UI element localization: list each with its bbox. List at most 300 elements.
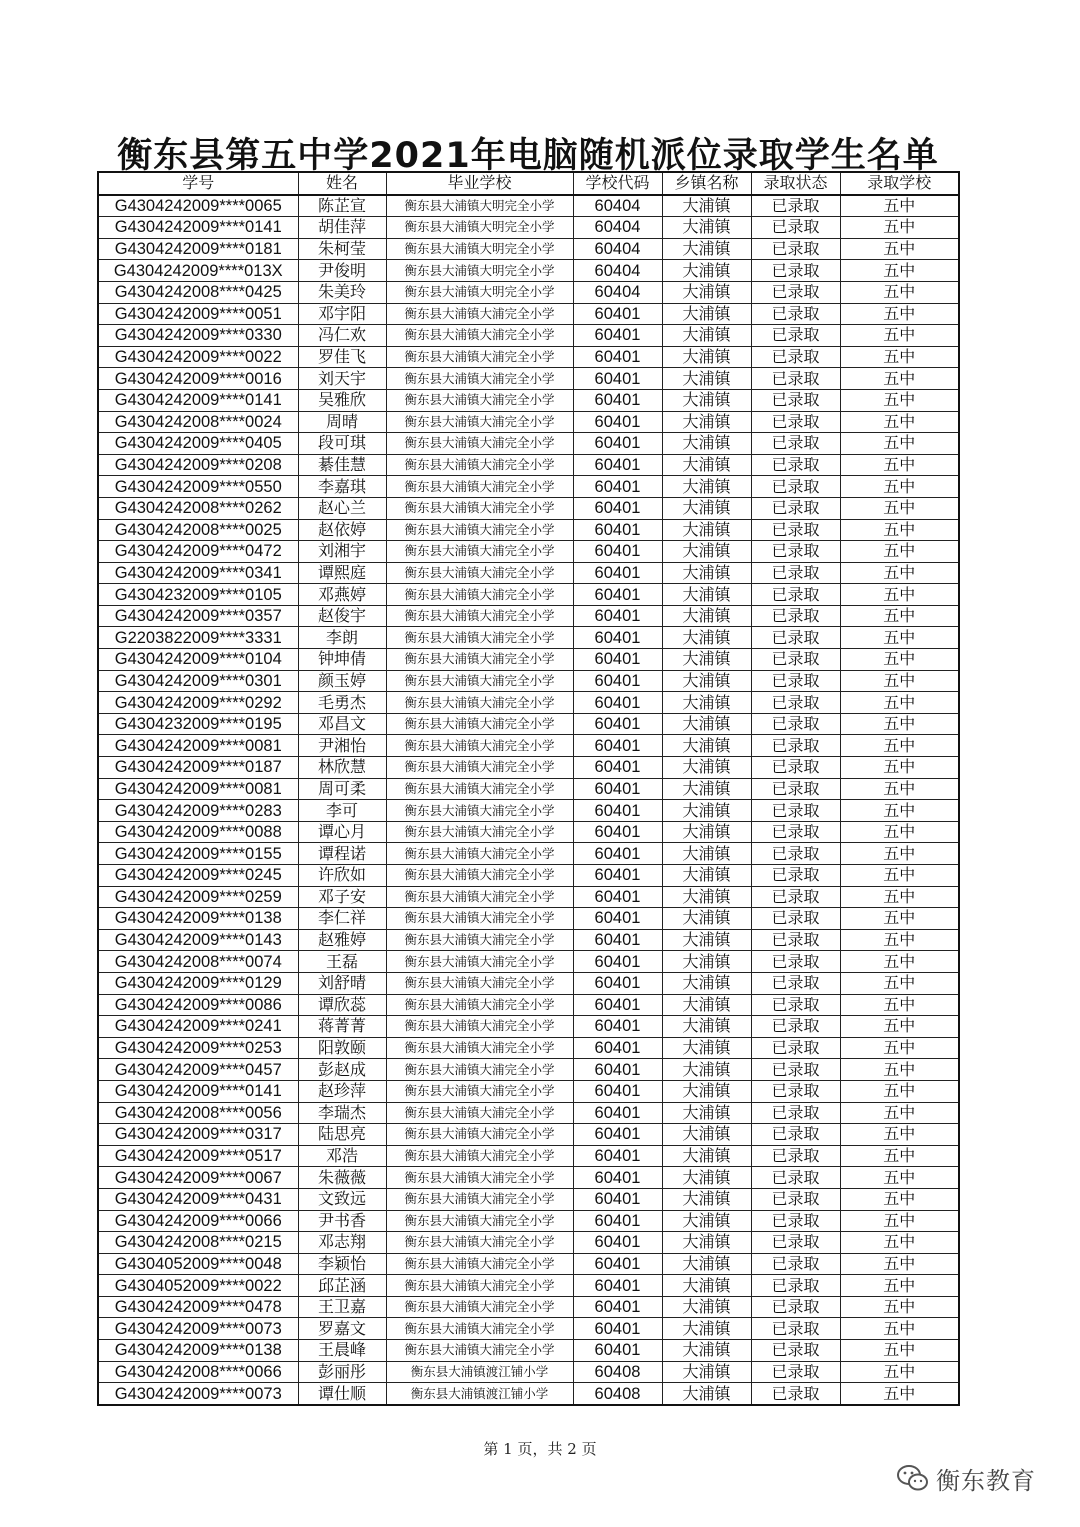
table-row (98, 281, 959, 303)
cell-town: 大浦镇 (662, 281, 751, 303)
cell-status: 已录取 (751, 1188, 840, 1210)
cell-admitted-school: 五中 (840, 562, 959, 584)
cell-student-id: G4304242009****0301 (98, 670, 298, 692)
table-row (98, 1210, 959, 1232)
cell-graduated-school: 衡东县大浦镇大浦完全小学 (386, 1232, 573, 1254)
page-footer: 第 1 页，共 2 页 (483, 1440, 597, 1458)
cell-graduated-school: 衡东县大浦镇大浦完全小学 (386, 1210, 573, 1232)
cell-town: 大浦镇 (662, 692, 751, 714)
table-row (98, 541, 959, 563)
cell-admitted-school: 五中 (840, 368, 959, 390)
cell-status: 已录取 (751, 238, 840, 260)
cell-graduated-school: 衡东县大浦镇大浦完全小学 (386, 476, 573, 498)
cell-student-id: G4304242009****0088 (98, 821, 298, 843)
cell-student-id: G4304242009****0051 (98, 303, 298, 325)
cell-name: 邓浩 (298, 1145, 386, 1167)
cell-school-code: 60401 (573, 1253, 662, 1275)
cell-student-id: G4304232009****0105 (98, 584, 298, 606)
cell-admitted-school: 五中 (840, 1016, 959, 1038)
table-row (98, 627, 959, 649)
cell-name: 谭心月 (298, 821, 386, 843)
cell-graduated-school: 衡东县大浦镇大明完全小学 (386, 195, 573, 217)
wechat-icon (896, 1463, 930, 1493)
cell-graduated-school: 衡东县大浦镇大浦完全小学 (386, 1016, 573, 1038)
cell-student-id: G4304242009****0357 (98, 605, 298, 627)
cell-name: 吴雅欣 (298, 389, 386, 411)
cell-school-code: 60404 (573, 217, 662, 239)
cell-graduated-school: 衡东县大浦镇大浦完全小学 (386, 562, 573, 584)
watermark-text: 衡东教育 (936, 1466, 1036, 1495)
table-row (98, 929, 959, 951)
cell-town: 大浦镇 (662, 562, 751, 584)
cell-name: 朱薇薇 (298, 1167, 386, 1189)
cell-student-id: G4304242009****0292 (98, 692, 298, 714)
cell-status: 已录取 (751, 454, 840, 476)
cell-admitted-school: 五中 (840, 994, 959, 1016)
cell-school-code: 60401 (573, 1102, 662, 1124)
cell-graduated-school: 衡东县大浦镇大浦完全小学 (386, 908, 573, 930)
cell-student-id: G4304242009****0208 (98, 454, 298, 476)
cell-graduated-school: 衡东县大浦镇大浦完全小学 (386, 692, 573, 714)
cell-status: 已录取 (751, 1102, 840, 1124)
cell-admitted-school: 五中 (840, 476, 959, 498)
cell-town: 大浦镇 (662, 1124, 751, 1146)
table-row (98, 800, 959, 822)
cell-student-id: G4304242008****0262 (98, 497, 298, 519)
cell-student-id: G4304242009****0283 (98, 800, 298, 822)
cell-school-code: 60401 (573, 1275, 662, 1297)
cell-status: 已录取 (751, 260, 840, 282)
cell-school-code: 60401 (573, 303, 662, 325)
cell-school-code: 60401 (573, 1080, 662, 1102)
cell-name: 邓燕婷 (298, 584, 386, 606)
cell-status: 已录取 (751, 281, 840, 303)
cell-graduated-school: 衡东县大浦镇大浦完全小学 (386, 1275, 573, 1297)
cell-status: 已录取 (751, 195, 840, 217)
cell-name: 刘湘宇 (298, 541, 386, 563)
cell-status: 已录取 (751, 972, 840, 994)
cell-admitted-school: 五中 (840, 454, 959, 476)
cell-graduated-school: 衡东县大浦镇大浦完全小学 (386, 497, 573, 519)
cell-graduated-school: 衡东县大浦镇大浦完全小学 (386, 1124, 573, 1146)
cell-town: 大浦镇 (662, 1361, 751, 1383)
cell-admitted-school: 五中 (840, 972, 959, 994)
cell-name: 李颖怡 (298, 1253, 386, 1275)
cell-graduated-school: 衡东县大浦镇渡江铺小学 (386, 1383, 573, 1405)
cell-school-code: 60404 (573, 260, 662, 282)
cell-town: 大浦镇 (662, 1059, 751, 1081)
cell-school-code: 60401 (573, 649, 662, 671)
table-row (98, 1080, 959, 1102)
cell-student-id: G4304242009****0341 (98, 562, 298, 584)
table-row (98, 1016, 959, 1038)
cell-status: 已录取 (751, 994, 840, 1016)
cell-graduated-school: 衡东县大浦镇渡江铺小学 (386, 1361, 573, 1383)
cell-status: 已录取 (751, 541, 840, 563)
cell-status: 已录取 (751, 217, 840, 239)
cell-student-id: G4304242008****0425 (98, 281, 298, 303)
cell-school-code: 60401 (573, 541, 662, 563)
cell-status: 已录取 (751, 1145, 840, 1167)
cell-student-id: G4304242009****0016 (98, 368, 298, 390)
cell-name: 刘舒晴 (298, 972, 386, 994)
cell-student-id: G4304242009****0143 (98, 929, 298, 951)
header-name: 姓名 (298, 172, 386, 195)
cell-graduated-school: 衡东县大浦镇大浦完全小学 (386, 303, 573, 325)
cell-name: 文致远 (298, 1188, 386, 1210)
cell-status: 已录取 (751, 735, 840, 757)
cell-student-id: G4304242009****0330 (98, 325, 298, 347)
cell-town: 大浦镇 (662, 800, 751, 822)
cell-graduated-school: 衡东县大浦镇大浦完全小学 (386, 929, 573, 951)
cell-town: 大浦镇 (662, 908, 751, 930)
cell-student-id: G4304242009****0073 (98, 1318, 298, 1340)
table-row (98, 843, 959, 865)
cell-status: 已录取 (751, 886, 840, 908)
cell-name: 阳敦颐 (298, 1037, 386, 1059)
cell-status: 已录取 (751, 433, 840, 455)
table-row (98, 411, 959, 433)
cell-status: 已录取 (751, 1361, 840, 1383)
cell-status: 已录取 (751, 1383, 840, 1405)
cell-school-code: 60401 (573, 346, 662, 368)
cell-admitted-school: 五中 (840, 1080, 959, 1102)
cell-student-id: G4304242009****0457 (98, 1059, 298, 1081)
cell-admitted-school: 五中 (840, 541, 959, 563)
header-graduated-school: 毕业学校 (386, 172, 573, 195)
watermark (896, 1460, 1036, 1496)
table-row (98, 389, 959, 411)
cell-admitted-school: 五中 (840, 195, 959, 217)
table-row (98, 886, 959, 908)
cell-school-code: 60401 (573, 1296, 662, 1318)
cell-school-code: 60401 (573, 670, 662, 692)
cell-admitted-school: 五中 (840, 692, 959, 714)
cell-student-id: G4304242009****0187 (98, 757, 298, 779)
table-row (98, 994, 959, 1016)
cell-name: 赵雅婷 (298, 929, 386, 951)
cell-status: 已录取 (751, 1059, 840, 1081)
cell-name: 彭丽彤 (298, 1361, 386, 1383)
cell-graduated-school: 衡东县大浦镇大浦完全小学 (386, 1188, 573, 1210)
cell-student-id: G4304242009****0155 (98, 843, 298, 865)
cell-graduated-school: 衡东县大浦镇大浦完全小学 (386, 346, 573, 368)
table-row (98, 346, 959, 368)
cell-town: 大浦镇 (662, 670, 751, 692)
cell-school-code: 60401 (573, 908, 662, 930)
cell-school-code: 60401 (573, 519, 662, 541)
cell-graduated-school: 衡东县大浦镇大浦完全小学 (386, 821, 573, 843)
cell-town: 大浦镇 (662, 1102, 751, 1124)
cell-status: 已录取 (751, 843, 840, 865)
cell-town: 大浦镇 (662, 325, 751, 347)
cell-status: 已录取 (751, 562, 840, 584)
cell-graduated-school: 衡东县大浦镇大浦完全小学 (386, 1102, 573, 1124)
cell-graduated-school: 衡东县大浦镇大浦完全小学 (386, 1318, 573, 1340)
cell-admitted-school: 五中 (840, 627, 959, 649)
table-row (98, 692, 959, 714)
cell-admitted-school: 五中 (840, 1145, 959, 1167)
cell-status: 已录取 (751, 692, 840, 714)
cell-name: 邱芷涵 (298, 1275, 386, 1297)
cell-graduated-school: 衡东县大浦镇大浦完全小学 (386, 670, 573, 692)
cell-graduated-school: 衡东县大浦镇大浦完全小学 (386, 865, 573, 887)
cell-student-id: G4304242009****0141 (98, 217, 298, 239)
cell-admitted-school: 五中 (840, 303, 959, 325)
table-row (98, 1340, 959, 1362)
cell-name: 李可 (298, 800, 386, 822)
cell-town: 大浦镇 (662, 389, 751, 411)
table-row (98, 778, 959, 800)
cell-student-id: G4304242008****0074 (98, 951, 298, 973)
cell-name: 綦佳慧 (298, 454, 386, 476)
cell-graduated-school: 衡东县大浦镇大浦完全小学 (386, 1080, 573, 1102)
cell-status: 已录取 (751, 821, 840, 843)
admission-table (97, 171, 960, 1406)
cell-name: 尹书香 (298, 1210, 386, 1232)
cell-town: 大浦镇 (662, 929, 751, 951)
cell-admitted-school: 五中 (840, 1253, 959, 1275)
table-row (98, 476, 959, 498)
header-admitted-school: 录取学校 (840, 172, 959, 195)
table-row (98, 1059, 959, 1081)
cell-name: 朱美玲 (298, 281, 386, 303)
cell-status: 已录取 (751, 1210, 840, 1232)
table-row (98, 821, 959, 843)
table-row (98, 1188, 959, 1210)
cell-student-id: G4304242009****0129 (98, 972, 298, 994)
cell-status: 已录取 (751, 778, 840, 800)
cell-name: 段可琪 (298, 433, 386, 455)
cell-school-code: 60401 (573, 778, 662, 800)
cell-status: 已录取 (751, 1124, 840, 1146)
cell-status: 已录取 (751, 497, 840, 519)
cell-school-code: 60401 (573, 994, 662, 1016)
cell-admitted-school: 五中 (840, 778, 959, 800)
cell-town: 大浦镇 (662, 1318, 751, 1340)
cell-name: 邓昌文 (298, 713, 386, 735)
table-row (98, 217, 959, 239)
cell-student-id: G4304242009****0245 (98, 865, 298, 887)
cell-status: 已录取 (751, 584, 840, 606)
cell-graduated-school: 衡东县大浦镇大浦完全小学 (386, 368, 573, 390)
cell-graduated-school: 衡东县大浦镇大浦完全小学 (386, 627, 573, 649)
cell-status: 已录取 (751, 865, 840, 887)
cell-admitted-school: 五中 (840, 713, 959, 735)
table-row (98, 951, 959, 973)
cell-name: 王卫嘉 (298, 1296, 386, 1318)
cell-name: 许欣如 (298, 865, 386, 887)
cell-graduated-school: 衡东县大浦镇大明完全小学 (386, 281, 573, 303)
cell-name: 李朗 (298, 627, 386, 649)
cell-admitted-school: 五中 (840, 519, 959, 541)
cell-status: 已录取 (751, 346, 840, 368)
cell-school-code: 60401 (573, 929, 662, 951)
table-row (98, 368, 959, 390)
cell-name: 刘天宇 (298, 368, 386, 390)
cell-admitted-school: 五中 (840, 821, 959, 843)
cell-name: 陆思亮 (298, 1124, 386, 1146)
cell-admitted-school: 五中 (840, 411, 959, 433)
cell-graduated-school: 衡东县大浦镇大浦完全小学 (386, 1167, 573, 1189)
table-row (98, 757, 959, 779)
cell-status: 已录取 (751, 303, 840, 325)
table-row (98, 195, 959, 217)
cell-name: 朱柯莹 (298, 238, 386, 260)
cell-student-id: G4304242009****0138 (98, 908, 298, 930)
cell-graduated-school: 衡东县大浦镇大浦完全小学 (386, 1296, 573, 1318)
cell-town: 大浦镇 (662, 519, 751, 541)
cell-name: 王晨峰 (298, 1340, 386, 1362)
table-row (98, 454, 959, 476)
cell-name: 邓子安 (298, 886, 386, 908)
cell-student-id: G4304242008****0056 (98, 1102, 298, 1124)
cell-name: 邓志翔 (298, 1232, 386, 1254)
cell-admitted-school: 五中 (840, 1318, 959, 1340)
cell-student-id: G4304232009****0195 (98, 713, 298, 735)
cell-graduated-school: 衡东县大浦镇大浦完全小学 (386, 325, 573, 347)
cell-graduated-school: 衡东县大浦镇大浦完全小学 (386, 843, 573, 865)
cell-graduated-school: 衡东县大浦镇大浦完全小学 (386, 1253, 573, 1275)
cell-school-code: 60401 (573, 1188, 662, 1210)
table-row (98, 1102, 959, 1124)
cell-town: 大浦镇 (662, 865, 751, 887)
cell-admitted-school: 五中 (840, 1188, 959, 1210)
cell-student-id: G4304242009****0259 (98, 886, 298, 908)
cell-town: 大浦镇 (662, 1145, 751, 1167)
table-row (98, 325, 959, 347)
cell-status: 已录取 (751, 757, 840, 779)
cell-graduated-school: 衡东县大浦镇大浦完全小学 (386, 411, 573, 433)
cell-town: 大浦镇 (662, 1210, 751, 1232)
cell-town: 大浦镇 (662, 778, 751, 800)
cell-student-id: G4304242009****0405 (98, 433, 298, 455)
table-row (98, 1145, 959, 1167)
title-prefix: 衡东县第五中学 (117, 135, 370, 176)
cell-graduated-school: 衡东县大浦镇大浦完全小学 (386, 713, 573, 735)
cell-status: 已录取 (751, 1167, 840, 1189)
cell-status: 已录取 (751, 1037, 840, 1059)
table-row (98, 303, 959, 325)
cell-town: 大浦镇 (662, 217, 751, 239)
cell-name: 李瑞杰 (298, 1102, 386, 1124)
cell-school-code: 60401 (573, 735, 662, 757)
cell-admitted-school: 五中 (840, 217, 959, 239)
cell-school-code: 60401 (573, 1145, 662, 1167)
table-row (98, 713, 959, 735)
cell-student-id: G4304242009****0138 (98, 1340, 298, 1362)
cell-admitted-school: 五中 (840, 1232, 959, 1254)
cell-status: 已录取 (751, 1275, 840, 1297)
cell-town: 大浦镇 (662, 433, 751, 455)
title-suffix: 年电脑随机派位录取学生名单 (470, 135, 939, 176)
cell-school-code: 60401 (573, 1318, 662, 1340)
cell-graduated-school: 衡东县大浦镇大浦完全小学 (386, 1145, 573, 1167)
cell-school-code: 60401 (573, 1016, 662, 1038)
cell-town: 大浦镇 (662, 1340, 751, 1362)
cell-school-code: 60401 (573, 476, 662, 498)
table-row (98, 1167, 959, 1189)
cell-student-id: G4304242009****0472 (98, 541, 298, 563)
cell-graduated-school: 衡东县大浦镇大浦完全小学 (386, 433, 573, 455)
cell-student-id: G4304242009****0478 (98, 1296, 298, 1318)
cell-student-id: G4304242009****0081 (98, 735, 298, 757)
cell-admitted-school: 五中 (840, 929, 959, 951)
cell-school-code: 60401 (573, 800, 662, 822)
cell-graduated-school: 衡东县大浦镇大浦完全小学 (386, 605, 573, 627)
cell-status: 已录取 (751, 519, 840, 541)
cell-student-id: G4304242009****0253 (98, 1037, 298, 1059)
table-body (98, 195, 959, 1405)
table-row (98, 519, 959, 541)
cell-town: 大浦镇 (662, 1232, 751, 1254)
table-row (98, 1253, 959, 1275)
cell-admitted-school: 五中 (840, 843, 959, 865)
table-row (98, 1037, 959, 1059)
cell-admitted-school: 五中 (840, 886, 959, 908)
cell-admitted-school: 五中 (840, 1340, 959, 1362)
cell-student-id: G4304242009****0317 (98, 1124, 298, 1146)
cell-town: 大浦镇 (662, 346, 751, 368)
cell-admitted-school: 五中 (840, 800, 959, 822)
cell-town: 大浦镇 (662, 951, 751, 973)
cell-school-code: 60401 (573, 1124, 662, 1146)
cell-graduated-school: 衡东县大浦镇大明完全小学 (386, 260, 573, 282)
cell-name: 颜玉婷 (298, 670, 386, 692)
cell-status: 已录取 (751, 670, 840, 692)
cell-school-code: 60401 (573, 368, 662, 390)
cell-admitted-school: 五中 (840, 1102, 959, 1124)
cell-town: 大浦镇 (662, 649, 751, 671)
cell-admitted-school: 五中 (840, 1167, 959, 1189)
cell-school-code: 60401 (573, 411, 662, 433)
cell-name: 周晴 (298, 411, 386, 433)
cell-school-code: 60404 (573, 195, 662, 217)
table-row (98, 497, 959, 519)
cell-town: 大浦镇 (662, 757, 751, 779)
cell-admitted-school: 五中 (840, 281, 959, 303)
cell-status: 已录取 (751, 1253, 840, 1275)
cell-graduated-school: 衡东县大浦镇大浦完全小学 (386, 951, 573, 973)
cell-town: 大浦镇 (662, 1037, 751, 1059)
cell-graduated-school: 衡东县大浦镇大浦完全小学 (386, 649, 573, 671)
cell-town: 大浦镇 (662, 541, 751, 563)
cell-school-code: 60401 (573, 325, 662, 347)
cell-town: 大浦镇 (662, 843, 751, 865)
cell-name: 李嘉琪 (298, 476, 386, 498)
cell-student-id: G4304242008****0215 (98, 1232, 298, 1254)
cell-status: 已录取 (751, 325, 840, 347)
cell-admitted-school: 五中 (840, 670, 959, 692)
cell-student-id: G4304242008****0024 (98, 411, 298, 433)
cell-admitted-school: 五中 (840, 1059, 959, 1081)
cell-student-id: G4304242009****0065 (98, 195, 298, 217)
cell-graduated-school: 衡东县大浦镇大浦完全小学 (386, 735, 573, 757)
cell-school-code: 60401 (573, 843, 662, 865)
cell-town: 大浦镇 (662, 584, 751, 606)
cell-school-code: 60401 (573, 389, 662, 411)
cell-name: 林欣慧 (298, 757, 386, 779)
cell-admitted-school: 五中 (840, 1296, 959, 1318)
table-row (98, 260, 959, 282)
cell-status: 已录取 (751, 1318, 840, 1340)
cell-status: 已录取 (751, 649, 840, 671)
cell-graduated-school: 衡东县大浦镇大浦完全小学 (386, 800, 573, 822)
cell-school-code: 60401 (573, 972, 662, 994)
cell-name: 谭熙庭 (298, 562, 386, 584)
cell-town: 大浦镇 (662, 497, 751, 519)
cell-town: 大浦镇 (662, 454, 751, 476)
